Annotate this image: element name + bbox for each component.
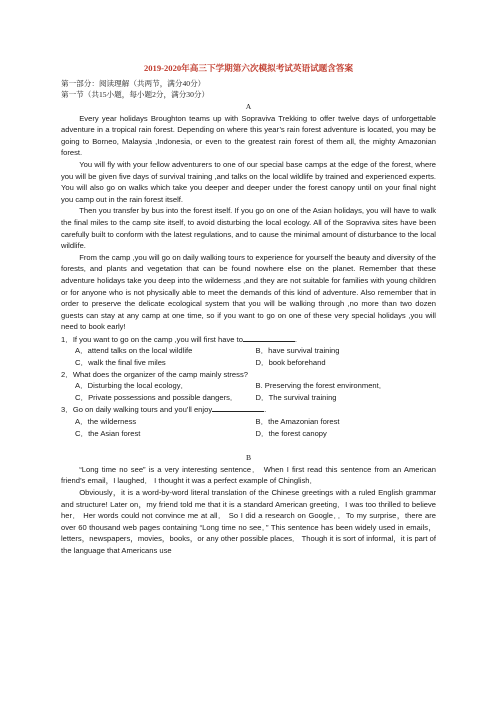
option-b: B. Preserving the forest environment． [255, 381, 387, 391]
passage-a-label: A [245, 102, 252, 111]
question-stem: 1．If you want to go on the camp ,you will first have to [61, 334, 243, 344]
option-c: C．the Asian forest [75, 428, 141, 438]
option-d: D．The survival training [255, 392, 337, 402]
passage-a-paragraph: You will fly with your fellow adventurers to one of our special base camps at the edge of the forest, where you will be given five days of survival training ,and talks on the local wildlife by trained and experienced experts. You will also go on walks which take you deeper and deeper under the forest canopy until on your final night you camp out in the rain forest itself. [61, 159, 436, 204]
passage-a-paragraph: Then you transfer by bus into the forest itself. If you go on one of the Asian holidays, you will have to walk the final miles to the camp site itself, to avoid disturbing the local ecology. All of the Sopraviva sites have been carefully built to conform with the latest regulations, and to cause the minimal amount of disturbance to the local wildlife. [61, 206, 436, 251]
exam-title: 2019-2020年高三下学期第六次模拟考试英语试题含答案 [143, 63, 354, 73]
option-c: C．Private possessions and possible dangers． [75, 392, 238, 402]
passage-b-paragraph: “Long time no see” is a very interesting sentence． When I first read this sentence from an American friend’s email，I laughed． I thought it was a perfect example of Chinglish． [61, 464, 436, 486]
option-a: A．attend talks on the local wildlife [75, 346, 193, 356]
option-d: D．book beforehand [255, 358, 326, 368]
option-b: B．the Amazonian forest [255, 417, 340, 427]
question-3 [61, 403, 436, 416]
question-stem-end: . [264, 405, 267, 415]
question-3-options [61, 416, 436, 439]
option-c: C．walk the final five miles [75, 358, 166, 368]
part-heading: 第一部分：阅读理解（共两节，满分40分） [61, 79, 206, 88]
option-b: B．have survival training [255, 346, 340, 356]
option-d: D．the forest canopy [255, 428, 327, 438]
question-2 [61, 369, 436, 381]
question-2-options [61, 380, 436, 403]
question-1 [61, 333, 436, 346]
question-stem: 2．What does the organizer of the camp mainly stress? [61, 369, 248, 379]
passage-b-label: B [245, 453, 252, 463]
question-1-options [61, 345, 436, 368]
answer-blank [212, 403, 267, 415]
question-stem-end: . [294, 334, 298, 344]
answer-blank [243, 333, 298, 344]
section-heading: 第一节（共15小题，每小题2分，满分30分） [61, 90, 210, 99]
option-a: A．the wilderness [75, 417, 137, 427]
section-spacer [61, 439, 436, 451]
passage-a-paragraph: From the camp ,you will go on daily walking tours to experience for yourself the beauty and diversity of the forests, and plants and vegetation that can be found nowhere else on the planet. Remember that these adventure holidays take you deep into the wilderness ,and they are not suitable for families with young children or for anyone who is not physically able to meet the demands of this kind of adventure. Also remember that in order to preserve the delicate ecological system that you will be walking through ,no more than two dozen guests can stay at any camp at one time, so if you want to go on one of these very special holidays ,you will need to book early! [61, 252, 436, 332]
question-stem: 3．Go on daily walking tours and you’ll enjoy [61, 405, 213, 415]
passage-b-paragraph: Obviously，it is a word-by-word literal translation of the Chinese greetings with a ruled English grammar and structure! Later on，my friend told me that it is a standard American greeting．I was too thrilled to believe her． Her words could not convince me at all． So I did a research on Google．．To my surprise，there are over 60 thousand web pages containing “Long time no see．” This sentence has been widely used in emails，letters，newspapers，movies，books，or any other possible places． Though it is sort of informal，it is part of the language that Americans use [61, 488, 436, 555]
option-a: A．Disturbing the local ecology． [75, 381, 189, 391]
passage-a-paragraph: Every year holidays Broughton teams up with Sopraviva Trekking to offer twelve days of unforgettable adventure in a tropical rain forest. Depending on where this year’s rain forest adventure is located, you may be going to Borneo, Malaysia ,Indonesia, or even to the greatest rain forest of them all, the mighty Amazonian forest. [61, 113, 436, 158]
